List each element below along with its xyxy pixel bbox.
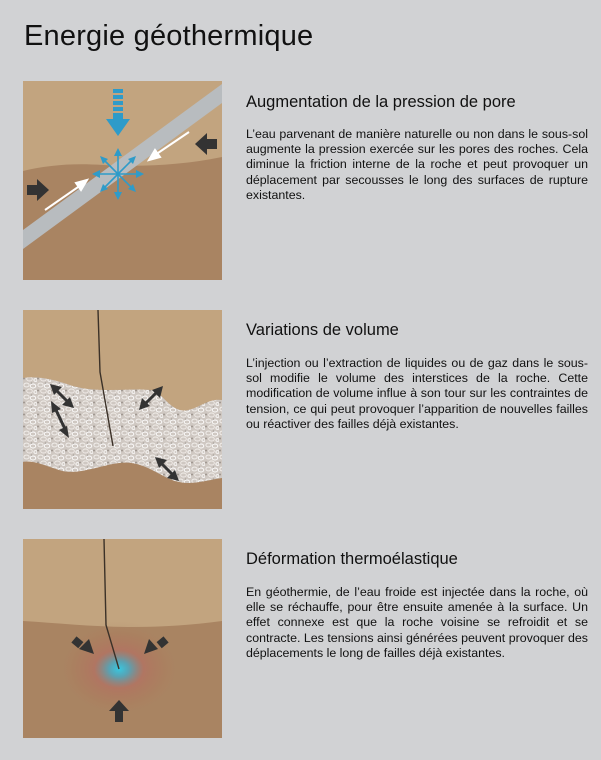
volume-variation-illustration [23,310,222,509]
upper-rock-layer [23,539,222,627]
page-title: Energie géothermique [24,20,314,52]
section-body-thermoelastic: En géothermie, de l’eau froide est injectée dans la roche, où elle se réchauffe, pour être ensuite amenée à la surface. Un effet connexe est que la roche voisine se refroidit et se contracte. Les tensions ainsi générées peuvent provoquer des déplacements le long de failles déjà existantes. [246,585,588,660]
section-body-pore-pressure: L’eau parvenant de manière naturelle ou non dans le sous-sol augmente la pression exercée sur les pores des roches. Cela diminue la friction interne de la roche et peut provoquer un déplacement par secousses le long des surfaces de rupture existantes. [246,127,588,202]
thermoelastic-illustration [23,539,222,738]
pore-pressure-illustration [23,81,222,280]
section-heading-volume: Variations de volume [246,321,399,339]
section-body-volume: L’injection ou l’extraction de liquides ou de gaz dans le sous-sol modifie le volume des interstices de la roche. Cette modification de volume influe à son tour sur les contraintes de tension, ce qui peut provoquer l’apparition de nouvelles failles ou réactiver des failles déjà existantes. [246,356,588,431]
section-heading-thermoelastic: Déformation thermoélastique [246,550,458,568]
section-heading-pore-pressure: Augmentation de la pression de pore [246,93,516,111]
